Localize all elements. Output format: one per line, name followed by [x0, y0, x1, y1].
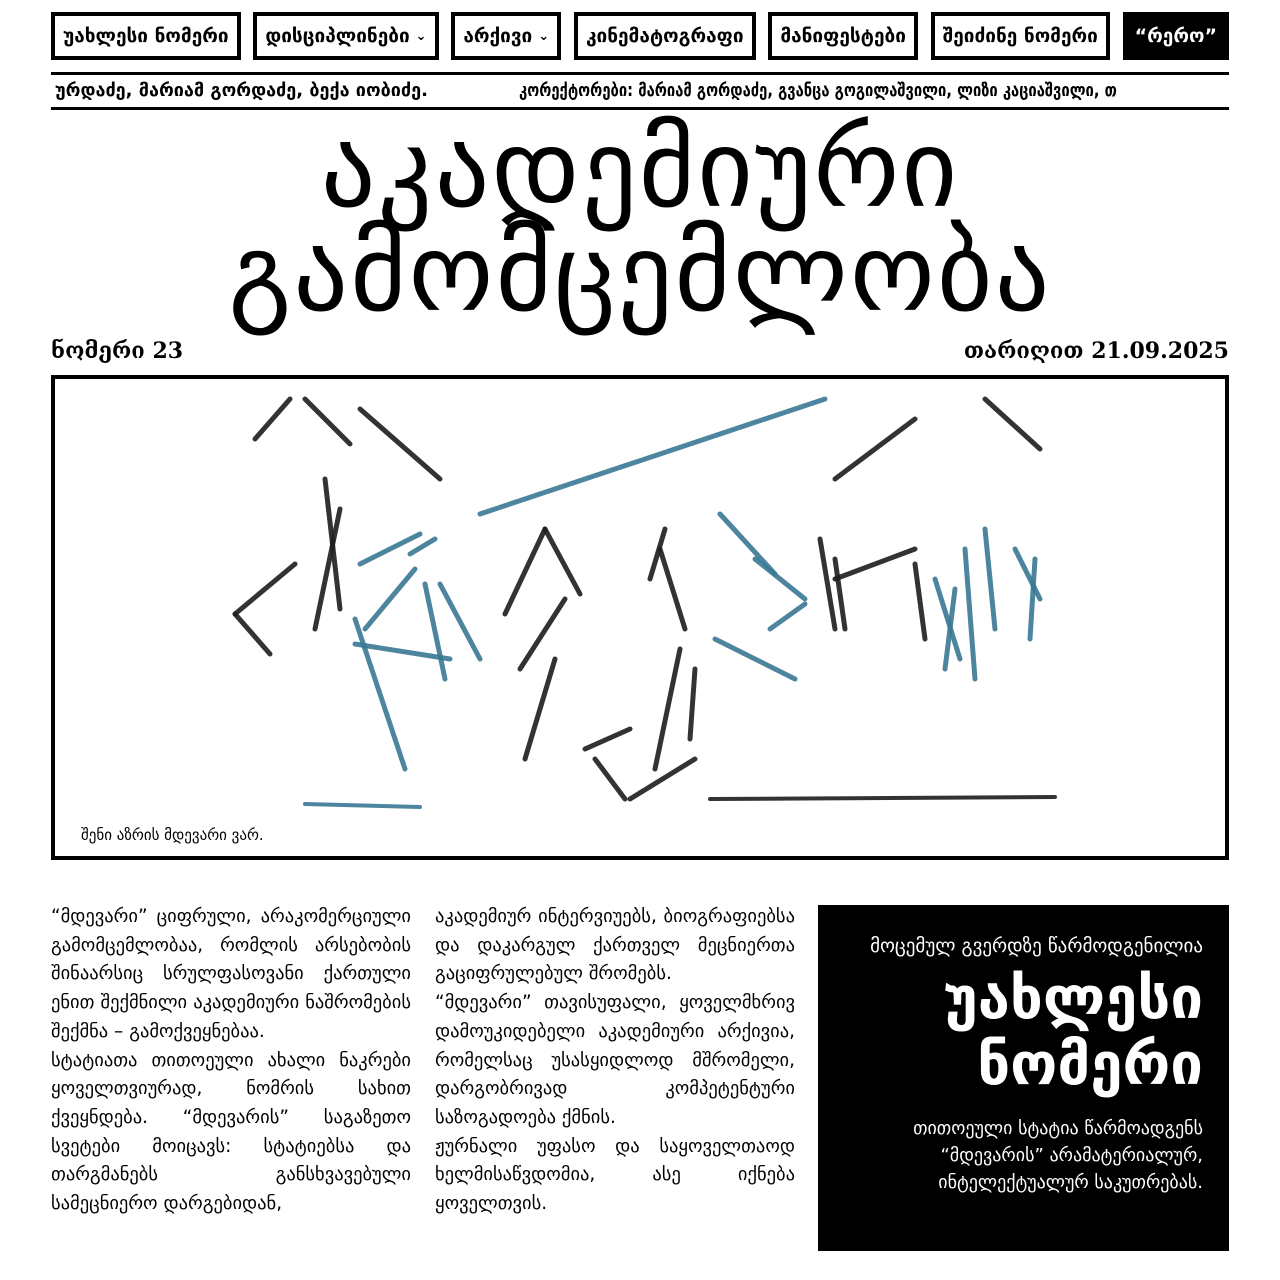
scribble-stroke	[1030, 559, 1035, 639]
scribble-stroke	[360, 409, 440, 479]
paragraph: სტატიათა თითოეული ახალი ნაკრები ყოველთვიურად, ნომრის სახით ქვეყნდება. “მდევარის” საგაზეთო სვეტები მოიცავს: სტატიებსა და თარგმანებს განსხვავებული სამეცნიერო დარგებიდან,	[51, 1049, 411, 1215]
scribble-stroke	[410, 539, 435, 554]
issue-date: თარიღით 21.09.2025	[963, 338, 1229, 364]
issue-number: ნომერი 23	[51, 338, 184, 364]
scribble-stroke	[915, 564, 925, 639]
paragraph: აკადემიურ ინტერვიუებს, ბიოგრაფიებსა და დაკარგულ ქართველ მეცნიერთა გაციფრულებულ შრომებს.	[435, 906, 795, 985]
nav-latest-issue[interactable]	[51, 12, 241, 60]
masthead-line-2: გამომცემლობა	[228, 211, 1052, 336]
main-nav	[51, 12, 1229, 62]
scribble-stroke	[770, 604, 805, 629]
scribble-stroke	[440, 584, 480, 659]
scribble-stroke	[835, 549, 915, 579]
nav-buy-issue[interactable]	[931, 12, 1110, 60]
scribble-stroke	[305, 399, 350, 444]
scribble-stroke	[755, 559, 805, 599]
credits-ticker	[51, 72, 1229, 110]
scribble-stroke	[545, 529, 580, 594]
hero-illustration	[51, 375, 1229, 860]
scribble-stroke	[835, 559, 845, 629]
scribble-stroke	[835, 419, 915, 479]
scribble-stroke	[985, 399, 1040, 449]
scribble-stroke	[820, 539, 835, 629]
nav-label: კინემატოგრაფი	[585, 25, 744, 47]
scribble-stroke	[585, 729, 630, 749]
nav-disciplines-dropdown[interactable]	[253, 12, 438, 60]
nav-label: “რერო”	[1134, 25, 1217, 47]
scribble-stroke	[365, 569, 415, 629]
scribble-stroke	[305, 804, 420, 807]
masthead-line-1: აკადემიური	[320, 107, 960, 232]
scribble-stroke	[525, 659, 555, 759]
chevron-down-icon: ⌄	[415, 28, 427, 44]
scribble-stroke	[985, 529, 995, 629]
scribble-stroke	[965, 549, 975, 679]
promo-title-line: უახლესი	[943, 964, 1203, 1032]
scribble-stroke	[355, 619, 405, 769]
scribble-stroke	[480, 399, 825, 514]
nav-rero[interactable]	[1123, 12, 1229, 60]
scribble-stroke	[235, 564, 295, 614]
chevron-down-icon: ⌄	[538, 28, 550, 44]
scribble-stroke	[660, 549, 685, 629]
intro-column-1	[51, 903, 411, 1219]
masthead-title	[0, 107, 1280, 336]
scribble-artwork	[55, 379, 1225, 856]
scribble-stroke	[520, 599, 565, 669]
scribble-stroke	[630, 759, 695, 799]
scribble-stroke	[945, 589, 955, 669]
scribble-stroke	[255, 399, 290, 439]
scribble-stroke	[720, 514, 775, 574]
ticker-text-right: კორექტორები: მარიამ გორდაძე, გვანცა გოგილაშვილი, ლიზი კაციაშვილი, თ	[519, 80, 1117, 101]
scribble-stroke	[235, 614, 270, 654]
paragraph: “მდევარი” ციფრული, არაკომერციული გამომცემლობაა, რომლის არსებობის შინაარსიც სრულფასოვანი ქართული ენით შექმნილი აკადემიური ნაშრომების შექმნა – გამოქვეყნებაა.	[51, 906, 411, 1042]
intro-column-2	[435, 903, 795, 1219]
ticker-text-left: ურდაძე, მარიამ გორდაძე, ბექა იობიძე.	[55, 80, 428, 101]
nav-label: დისციპლინები	[265, 25, 410, 47]
nav-cinematography[interactable]	[574, 12, 756, 60]
scribble-stroke	[505, 529, 545, 614]
scribble-stroke	[425, 584, 445, 679]
promo-subtitle: მოცემულ გვერდზე წარმოდგენილია	[870, 935, 1203, 957]
nav-label: უახლესი ნომერი	[63, 25, 229, 47]
promo-title	[838, 965, 1203, 1097]
scribble-stroke	[655, 649, 680, 769]
hero-caption: შენი აზრის მდევარი ვარ.	[81, 826, 264, 844]
promo-title-line: ნომერი	[977, 1030, 1203, 1098]
nav-label: მანიფესტები	[780, 25, 906, 47]
nav-label: შეიძინე ნომერი	[942, 25, 1098, 47]
scribble-stroke	[715, 639, 795, 679]
nav-manifestos[interactable]	[768, 12, 918, 60]
scribble-stroke	[595, 759, 625, 799]
nav-label: არქივი	[463, 25, 533, 47]
scribble-stroke	[360, 534, 420, 564]
paragraph: ჟურნალი უფასო და საყოველთაოდ ხელმისაწვდომია, ასე იქნება ყოველთვის.	[435, 1135, 795, 1215]
promo-description: თითოეული სტატია წარმოადგენს “მდევარის” არამატერიალურ, ინტელექტუალურ საკუთრებას.	[913, 1118, 1203, 1193]
latest-issue-promo[interactable]	[818, 905, 1229, 1251]
scribble-stroke	[690, 669, 695, 739]
paragraph: “მდევარი” თავისუფალი, ყოველმხრივ დამოუკიდებელი აკადემიური არქივია, რომელსაც უსასყიდლოდ მშრომელი, დარგობრივად კომპეტენტური საზოგადოება ქმნის.	[435, 992, 795, 1128]
nav-archive-dropdown[interactable]	[451, 12, 561, 60]
scribble-stroke	[710, 797, 1055, 799]
